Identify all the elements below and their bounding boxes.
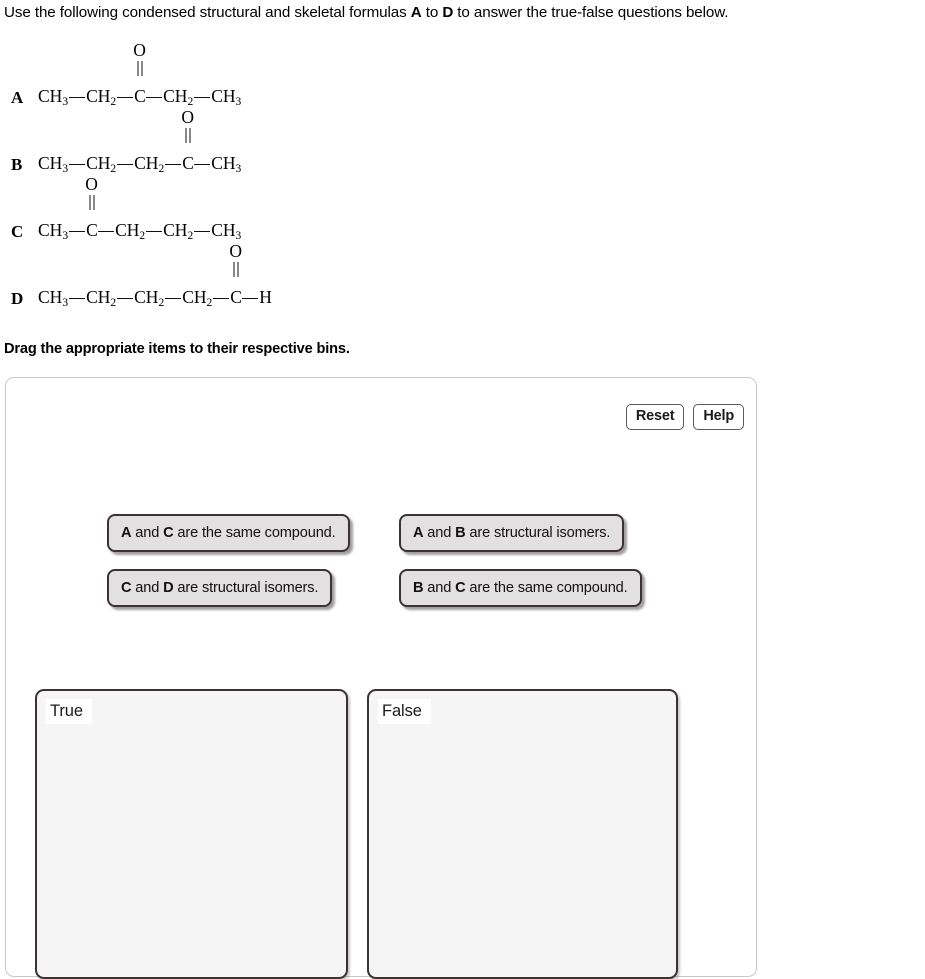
group-ch3: $CH_3$: [211, 86, 242, 109]
bond-line: [146, 97, 162, 98]
drag-item-tail: are structural isomers.: [465, 525, 611, 541]
group-carbonyl-c: O C: [181, 107, 195, 173]
double-bond-icon: [184, 128, 191, 143]
bond-line: [194, 164, 210, 165]
group-ch3: $CH_3$: [211, 153, 242, 176]
group-ch2: $CH_2$: [86, 287, 117, 310]
drag-item-tail: are structural isomers.: [173, 580, 319, 596]
bond-line: [194, 231, 210, 232]
group-ch2: $CH_2$: [182, 287, 213, 310]
drag-instruction-text: Drag the appropriate items to their respective bins.: [4, 341, 350, 357]
bond-line: [69, 164, 85, 165]
oxygen-atom-label: O: [85, 174, 98, 194]
formula-chain-a: [38, 40, 242, 109]
bond-line: [117, 97, 133, 98]
group-ch3: $CH_3$: [38, 86, 69, 109]
intro-letter-a: A: [410, 4, 422, 21]
bond-line: [117, 298, 133, 299]
drop-bin-true[interactable]: [35, 689, 348, 979]
drag-item-tail: are the same compound.: [173, 525, 336, 541]
drag-item-bold-letter: B: [455, 525, 466, 541]
intro-prefix: Use the following condensed structural and skeletal formulas: [4, 4, 411, 21]
formula-row-b: [0, 109, 500, 176]
drag-item-bold-letter: C: [163, 525, 174, 541]
drop-bin-false[interactable]: [367, 689, 678, 979]
double-bond-icon: [88, 195, 95, 210]
group-carbonyl-c: O C: [85, 174, 98, 240]
drag-item-connector: and: [131, 525, 164, 541]
bond-line: [213, 298, 229, 299]
oxygen-atom-label: O: [133, 40, 146, 60]
drag-drop-activity-panel: [5, 377, 757, 977]
bond-line: [165, 298, 181, 299]
bond-line: [69, 298, 85, 299]
draggable-items-tray: [107, 514, 667, 624]
drag-item-bold-letter: D: [163, 580, 174, 596]
oxygen-atom-label: O: [181, 107, 195, 127]
group-ch2: $CH_2$: [86, 153, 117, 176]
drag-item-connector: and: [423, 525, 456, 541]
formula-row-a: [0, 42, 500, 109]
formula-row-d: [0, 243, 500, 310]
formula-tag-b: B: [11, 155, 23, 174]
drag-item-row: [107, 514, 667, 569]
intro-instruction-text: [4, 3, 922, 23]
bond-line: [146, 231, 162, 232]
drag-item-b-c-same[interactable]: [399, 569, 642, 607]
group-ch2: $CH_2$: [163, 220, 194, 243]
formula-list: [0, 42, 500, 310]
drag-item-bold-letter: A: [121, 525, 132, 541]
intro-middle: to: [421, 4, 443, 21]
group-carbonyl-c: O C: [133, 40, 146, 106]
drag-item-bold-letter: C: [455, 580, 466, 596]
help-button[interactable]: Help: [693, 404, 744, 430]
bond-line: [165, 164, 181, 165]
bond-line: [194, 97, 210, 98]
group-ch3: $CH_3$: [211, 220, 242, 243]
group-ch2: $CH_2$: [134, 153, 165, 176]
drag-item-bold-letter: C: [121, 580, 132, 596]
formula-chain-d: [38, 241, 272, 310]
bond-line: [69, 231, 85, 232]
formula-row-c: [0, 176, 500, 243]
drag-item-c-d-isomers[interactable]: [107, 569, 332, 607]
group-carbonyl-c: O C: [229, 241, 243, 307]
drag-item-bold-letter: B: [413, 580, 424, 596]
drag-item-connector: and: [131, 580, 164, 596]
group-ch2: $CH_2$: [134, 287, 165, 310]
bin-label-true: True: [46, 699, 92, 724]
formula-chain-c: [38, 174, 242, 243]
formula-tag-a: A: [11, 88, 24, 107]
group-h: H: [259, 287, 272, 307]
panel-toolbar: [626, 404, 744, 430]
drag-item-tail: are the same compound.: [465, 580, 628, 596]
drag-item-row: [107, 569, 667, 624]
formula-tag-c: C: [11, 222, 24, 241]
oxygen-atom-label: O: [229, 241, 243, 261]
drag-item-connector: and: [423, 580, 456, 596]
bond-line: [117, 164, 133, 165]
formula-tag-d: D: [11, 289, 24, 308]
double-bond-icon: [136, 61, 143, 76]
group-ch2: $CH_2$: [86, 86, 117, 109]
group-ch3: $CH_3$: [38, 220, 69, 243]
bond-line: [69, 97, 85, 98]
bond-line: [98, 231, 114, 232]
group-ch3: $CH_3$: [38, 153, 69, 176]
reset-button[interactable]: Reset: [626, 404, 685, 430]
intro-letter-d: D: [442, 4, 454, 21]
group-ch3: $CH_3$: [38, 287, 69, 310]
drag-item-a-c-same[interactable]: [107, 514, 350, 552]
bond-line: [242, 298, 258, 299]
drag-item-bold-letter: A: [413, 525, 424, 541]
bin-label-false: False: [378, 699, 431, 724]
group-ch2: $CH_2$: [163, 86, 194, 109]
double-bond-icon: [232, 262, 239, 277]
group-ch2: $CH_2$: [115, 220, 146, 243]
formula-chain-b: [38, 107, 242, 176]
intro-suffix: to answer the true-false questions below.: [453, 4, 729, 21]
drag-item-a-b-isomers[interactable]: [399, 514, 624, 552]
